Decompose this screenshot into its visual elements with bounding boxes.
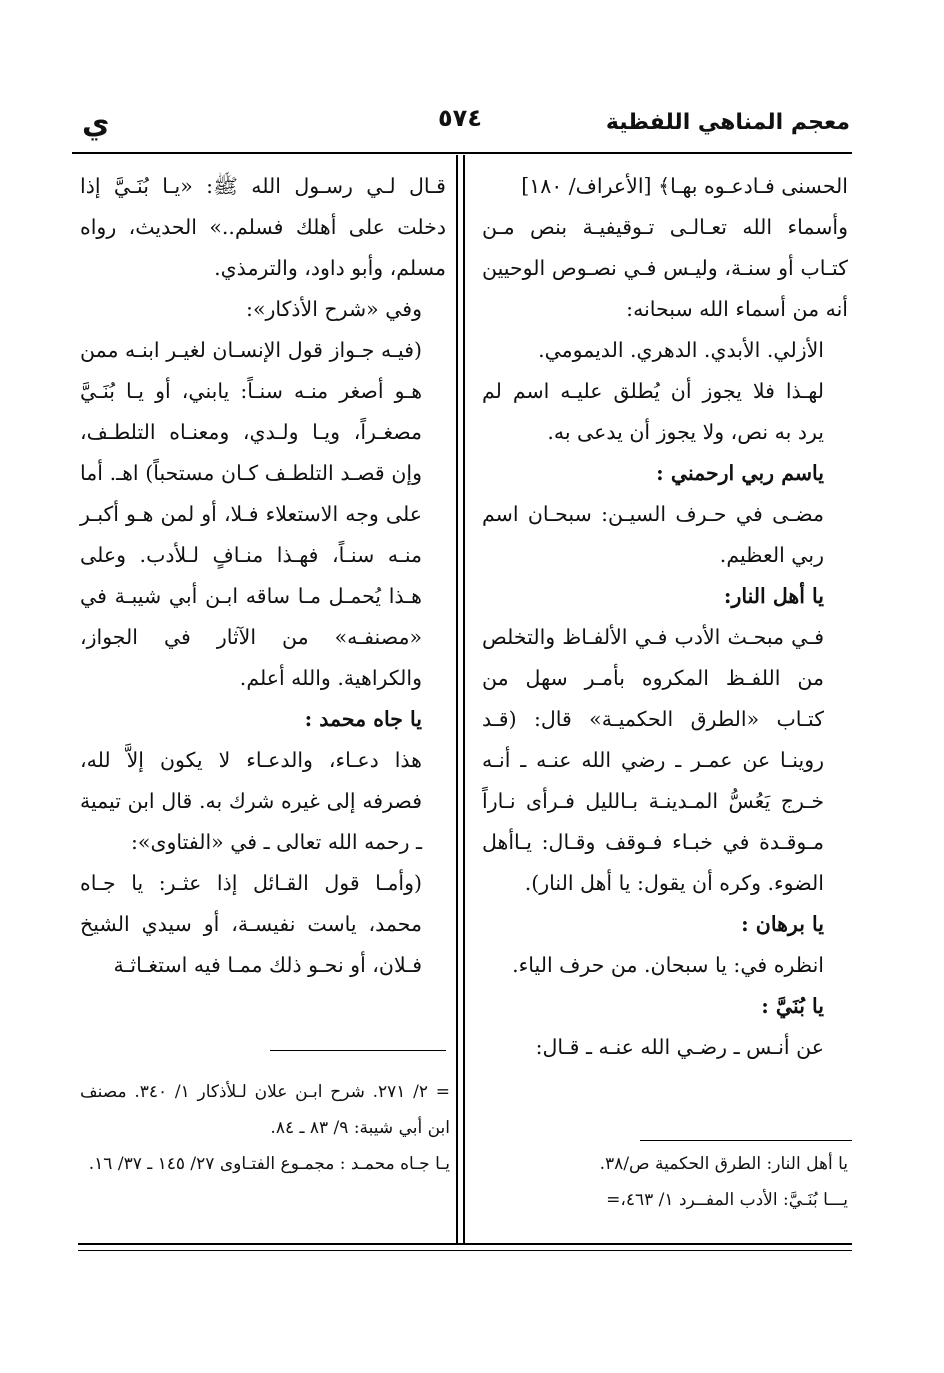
running-title: معجم المناهي اللفظية bbox=[605, 110, 850, 135]
paragraph: وفي «شرح الأذكار»: bbox=[246, 297, 422, 321]
entry-heading: يا برهان : bbox=[741, 912, 824, 936]
footnote: يا أهل النار: الطرق الحكمية ص/٣٨. bbox=[599, 1154, 848, 1174]
column-divider bbox=[456, 155, 465, 1245]
footnote-rule-right bbox=[640, 1140, 852, 1141]
entry-heading: يا جاه محمد : bbox=[304, 707, 422, 731]
paragraph: عن أنـس ـ رضـي الله عنـه ـ قـال: bbox=[535, 1035, 824, 1059]
page-number: ٥٧٤ bbox=[438, 104, 482, 132]
entry-heading: ياسم ربي ارحمني : bbox=[656, 461, 824, 485]
footnote: يـا جـاه محمـد : مجمـوع الفتـاوى ٢٧/ ١٤٥ ـ ٣٧/ ١٦. bbox=[88, 1154, 450, 1174]
entry-heading: يا بُنَيَّ : bbox=[761, 994, 824, 1018]
paragraph: الحسنى فـادعـوه بهـا﴾ [الأعراف/ ١٨٠] bbox=[521, 174, 848, 198]
paragraph: مضـى في حـرف السيـن: سبحـان اسم ربي العظيم. bbox=[482, 502, 824, 567]
footnote: يـــا بُنَـيَّ: الأدب المفــرد ١/ ٤٦٣،= bbox=[606, 1190, 848, 1210]
section-letter: ي bbox=[82, 106, 110, 141]
footnote-rule-left bbox=[270, 1050, 446, 1051]
right-column bbox=[482, 166, 848, 1068]
paragraph: فـي مبحـث الأدب فـي الألفـاظ والتخلص من اللفـظ المكروه بأمـر سهل من كتـاب «الطرق الحكميـة» قال: (قـد روينـا عن عمـر ـ رضي الله عنـه ـ أنـه خـرج يَعُسُّ المـدينـة بـالليل فـرأى نـاراً مـوقـدة في خبـاء فـوقف وقـال: يـاأهل الضوء. وكره أن يقول: يا أهل النار). bbox=[482, 625, 824, 895]
paragraph: الأزلي. الأبدي. الدهري. الديمومي. bbox=[538, 338, 824, 362]
paragraph: انظره في: يا سبحان. من حرف الياء. bbox=[512, 953, 824, 977]
footer-rule bbox=[78, 1243, 852, 1245]
header-rule bbox=[72, 152, 852, 154]
left-column bbox=[80, 166, 446, 986]
paragraph: وأسماء الله تعـالـى تـوقيفيـة بنص مـن كتـاب أو سنـة، وليـس فـي نصـوص الوحيين أنه من أسماء الله سبحانه: bbox=[482, 215, 848, 321]
paragraph: هذا دعـاء، والدعـاء لا يكون إلاَّ لله، فصرفه إلى غيره شرك به. قال ابن تيمية ـ رحمه الله تعالى ـ في «الفتاوى»: bbox=[80, 748, 422, 854]
paragraph: لهـذا فلا يجوز أن يُطلق عليـه اسم لم يرد به نص، ولا يجوز أن يدعى به. bbox=[482, 379, 824, 444]
footnote: = ٢/ ٢٧١. شرح ابـن علان لـلأذكار ١/ ٣٤٠. مصنف ابن أبي شيبة: ٩/ ٨٣ ـ ٨٤. bbox=[80, 1082, 451, 1138]
footnotes-left bbox=[80, 1074, 450, 1182]
paragraph: (فيـه جـواز قول الإنسـان لغيـر ابنـه ممن هـو أصغر منـه سنـاً: يابني، أو يـا بُنَـيَّ مصغـراً، ويـا ولـدي، ومعنـاه التلطـف، وإن قصـد التلطـف كـان مستحباً) اهـ. أما على وجه الاستعلاء فـلا، أو لمن هـو أكبـر منـه سنـاً، فهـذا منـافٍ لـلأدب. وعلى هـذا يُحمـل مـا ساقه ابـن أبي شيبـة في «مصنفـه» من الآثار في الجواز، والكراهية. والله أعلم. bbox=[80, 338, 422, 690]
entry-heading: يا أهل النار: bbox=[723, 584, 824, 608]
paragraph: (وأمـا قول القـائل إذا عثـر: يا جـاه محمد، ياست نفيسـة، أو سيدي الشيخ فـلان، أو نحـو ذلك ممـا فيه استغـاثـة bbox=[80, 871, 422, 977]
footnotes-right bbox=[482, 1146, 848, 1218]
page-header bbox=[70, 100, 850, 150]
paragraph: قـال لـي رسـول الله ﷺ: «يـا بُنَـيَّ إذا دخلت على أهلك فسلم..» الحديث، رواه مسلم، وأبو داود، والترمذي. bbox=[80, 174, 446, 280]
footer-rule-thin bbox=[78, 1250, 852, 1251]
